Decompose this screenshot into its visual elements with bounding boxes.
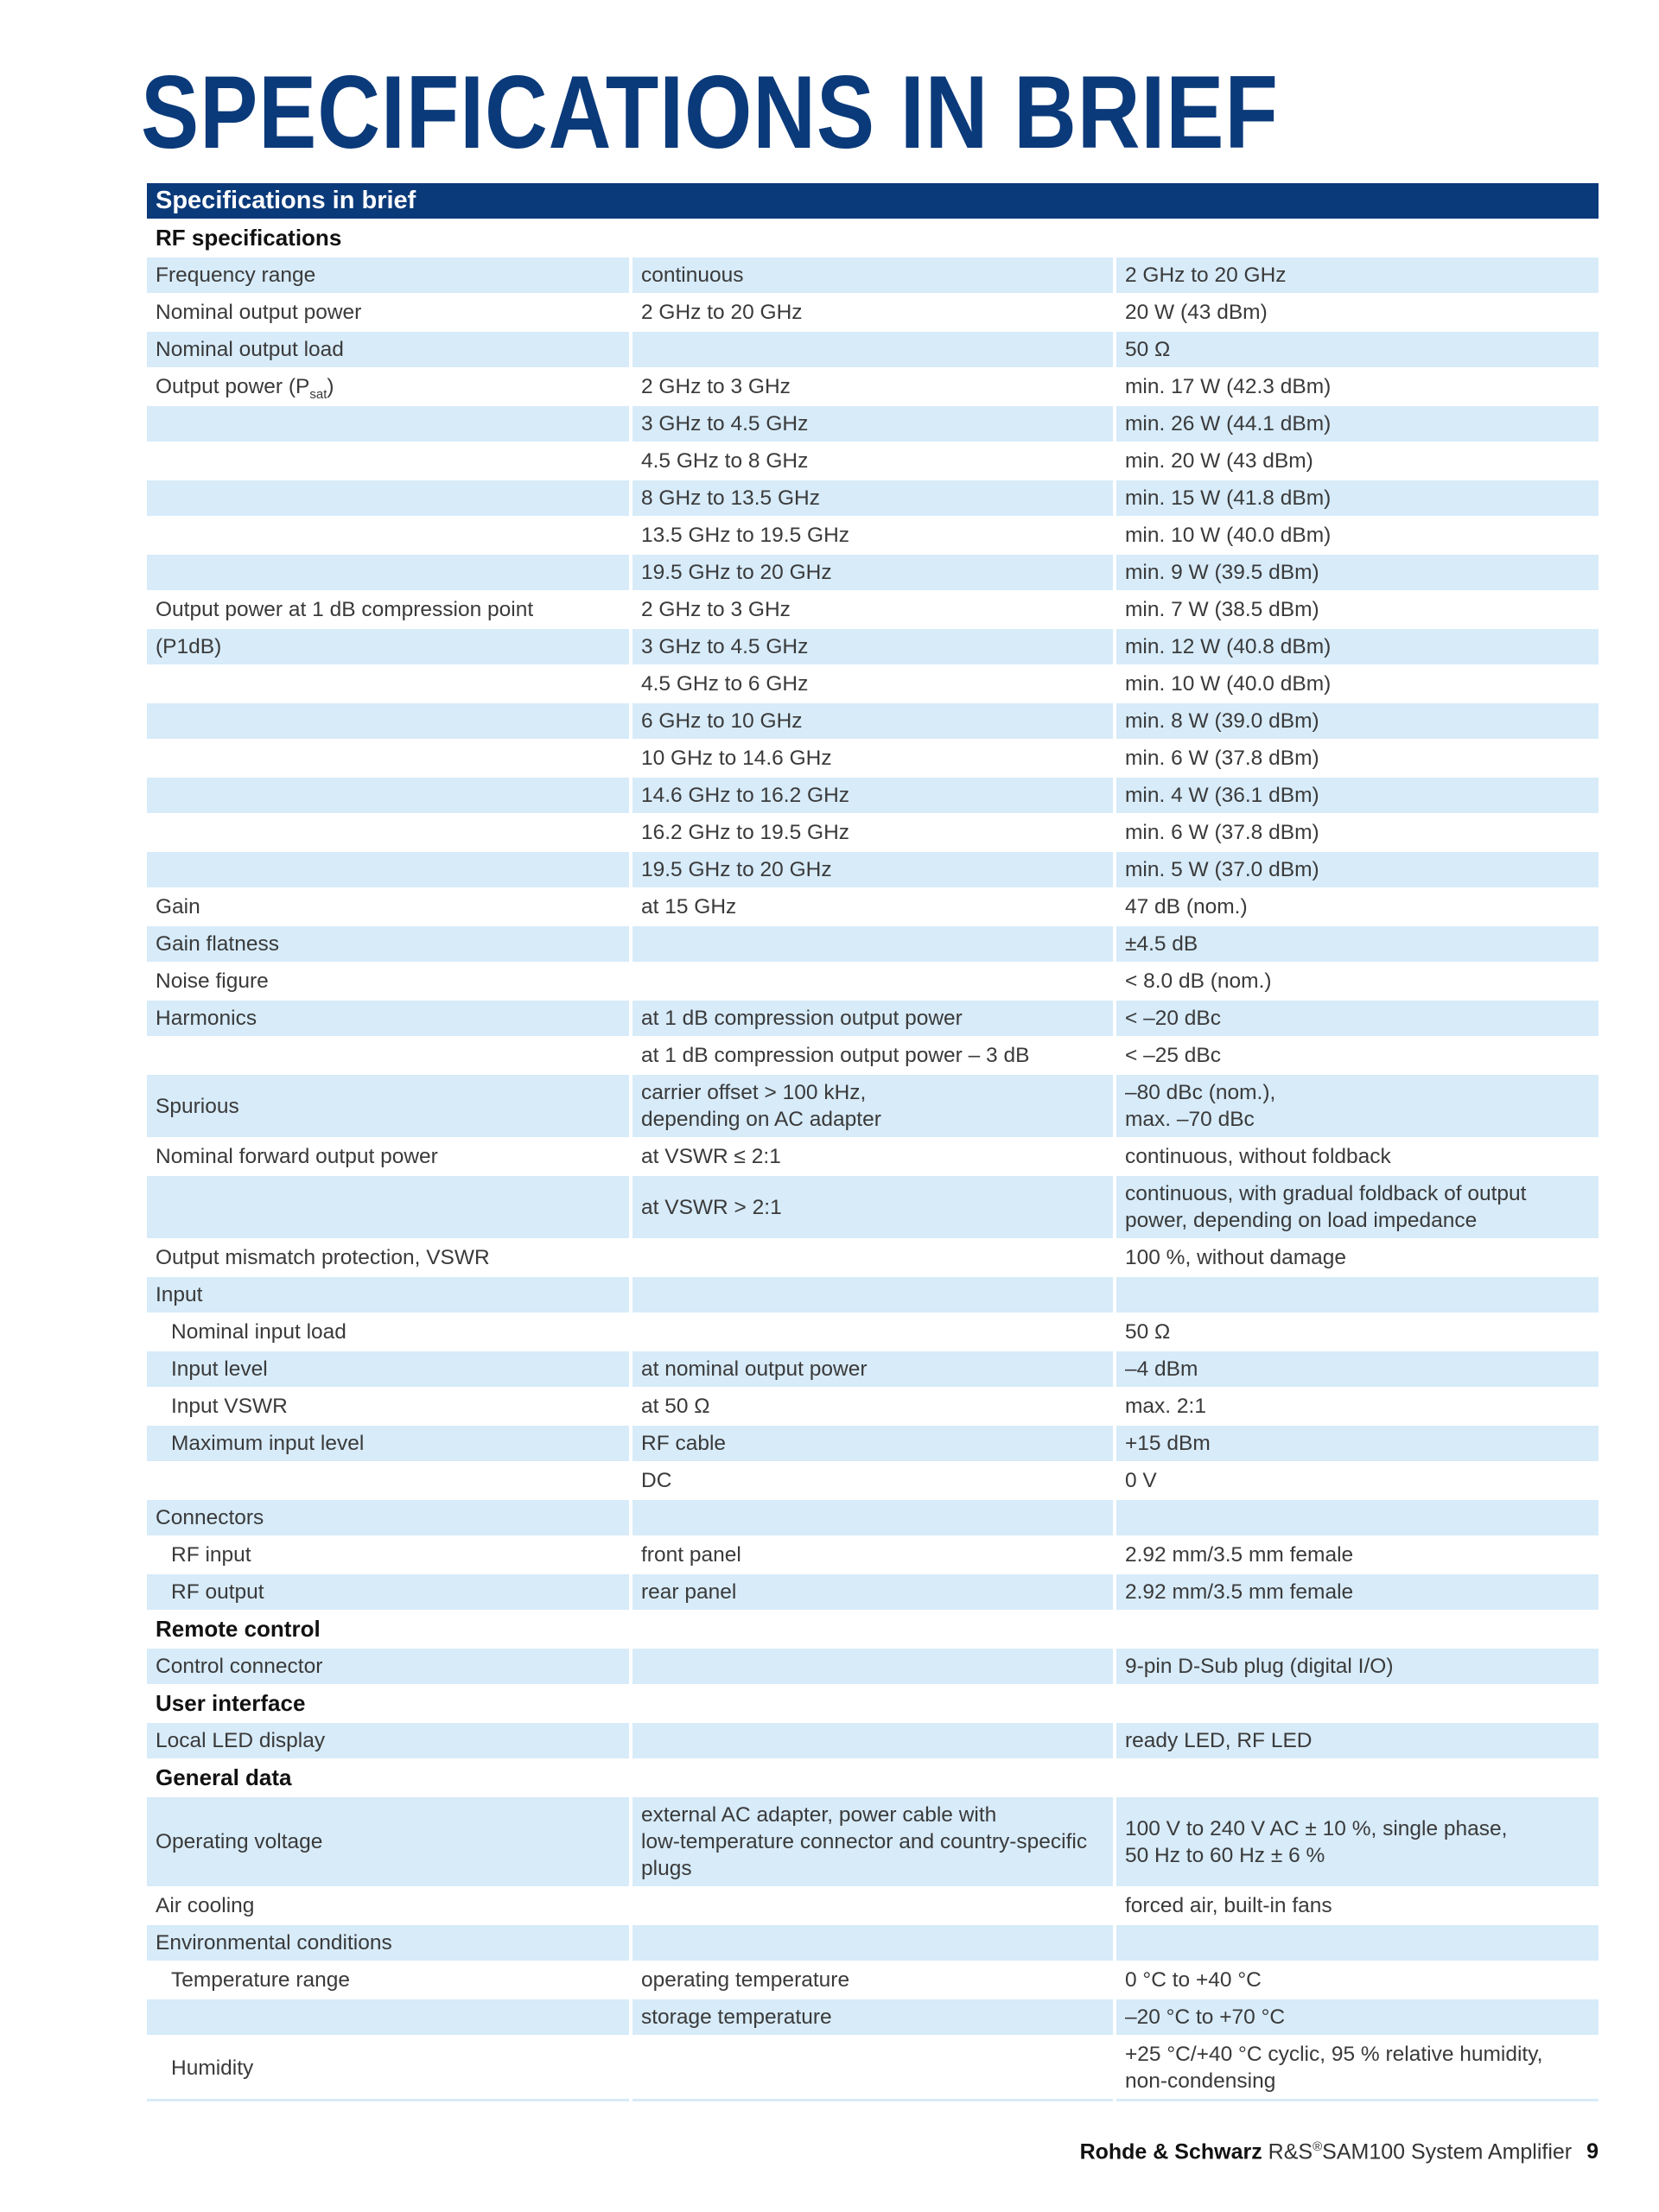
value-cell [1115, 1276, 1599, 1313]
table-row [147, 1000, 1599, 1037]
parameter-cell [147, 1536, 631, 1573]
parameter-cell [147, 1573, 631, 1611]
table-row [147, 554, 1599, 591]
parameter-cell [147, 665, 631, 702]
table-row [147, 702, 1599, 740]
cell-text: Output mismatch protection, VSWR [156, 1246, 490, 1269]
table-row [147, 405, 1599, 442]
cell-text: –20 °C to +70 °C [1125, 2005, 1286, 2029]
condition-cell [631, 1351, 1115, 1388]
cell-text-line: 50 Hz to 60 Hz ± 6 % [1125, 1843, 1325, 1867]
table-row [147, 1313, 1599, 1351]
cell-text: continuous [641, 264, 744, 287]
section-row [147, 1759, 1599, 1796]
cell-text: continuous, with gradual foldback of output [1125, 1182, 1527, 1205]
parameter-cell [147, 740, 631, 777]
cell-text: 0 °C to +40 °C [1125, 1968, 1262, 1992]
table-row [147, 1239, 1599, 1276]
value-cell [1115, 963, 1599, 1000]
cell-text: at VSWR ≤ 2:1 [641, 1145, 781, 1168]
value-cell [1115, 1924, 1599, 1961]
table-row [147, 442, 1599, 480]
cell-text: Humidity [171, 2056, 254, 2080]
parameter-cell [147, 591, 631, 628]
condition-cell [631, 1924, 1115, 1961]
table-header-row [147, 183, 1599, 219]
cell-text: RF cable [641, 1432, 727, 1455]
cell-text: min. 9 W (39.5 dBm) [1125, 561, 1319, 584]
cell-text-line: max. –70 dBc [1125, 1108, 1255, 1131]
condition-cell [631, 1138, 1115, 1175]
cell-text: 19.5 GHz to 20 GHz [641, 561, 832, 584]
value-cell [1115, 628, 1599, 665]
table-header: Specifications in brief [147, 183, 1599, 219]
parameter-cell [147, 1388, 631, 1425]
value-cell [1115, 1961, 1599, 1999]
cell-text: min. 26 W (44.1 dBm) [1125, 412, 1332, 435]
value-cell [1115, 1648, 1599, 1685]
table-row [147, 1138, 1599, 1175]
cell-text-line: plugs [641, 1857, 692, 1880]
cell-text: 4.5 GHz to 8 GHz [641, 449, 809, 473]
condition-cell [631, 888, 1115, 925]
value-cell [1115, 2036, 1599, 2101]
cell-text: Output power (P [156, 375, 310, 398]
cell-text: Noise figure [156, 969, 269, 993]
cell-text: 13.5 GHz to 19.5 GHz [641, 524, 850, 547]
cell-text: Input VSWR [171, 1395, 288, 1418]
cell-text: 100 V to 240 V AC ± 10 %, single phase, [1125, 1816, 1508, 1840]
condition-cell [631, 1000, 1115, 1037]
cell-text: < –25 dBc [1125, 1044, 1222, 1067]
value-cell [1115, 405, 1599, 442]
cell-text: external AC adapter, power cable with [641, 1803, 997, 1827]
table-row [147, 480, 1599, 517]
condition-cell [631, 1722, 1115, 1759]
table-row [147, 1924, 1599, 1961]
table-row [147, 628, 1599, 665]
cell-text: ) [327, 375, 334, 398]
section-title: Remote control [147, 1611, 1599, 1648]
cell-text: < –20 dBc [1125, 1007, 1222, 1030]
cell-text: 3 GHz to 4.5 GHz [641, 412, 809, 435]
cell-text: Temperature range [171, 1968, 351, 1992]
condition-cell [631, 591, 1115, 628]
condition-cell [631, 1573, 1115, 1611]
footer-brand: Rohde & Schwarz [1079, 2139, 1262, 2164]
cell-text: Input level [171, 1357, 268, 1381]
condition-cell [631, 1037, 1115, 1074]
value-cell [1115, 851, 1599, 888]
parameter-cell [147, 442, 631, 480]
condition-cell [631, 628, 1115, 665]
section-title: RF specifications [147, 219, 1599, 257]
condition-cell [631, 480, 1115, 517]
cell-text: Connectors [156, 1506, 264, 1529]
value-cell [1115, 1462, 1599, 1499]
cell-text: max. 2:1 [1125, 1395, 1206, 1418]
table-row [147, 963, 1599, 1000]
parameter-cell [147, 925, 631, 963]
page-title: SPECIFICATIONS IN BRIEF [141, 54, 1279, 170]
cell-text: 8 GHz to 13.5 GHz [641, 486, 820, 510]
cell-text: continuous, without foldback [1125, 1145, 1391, 1168]
parameter-cell [147, 1648, 631, 1685]
parameter-cell [147, 628, 631, 665]
condition-cell [631, 665, 1115, 702]
cell-text: Air cooling [156, 1894, 255, 1917]
value-cell [1115, 1000, 1599, 1037]
condition-cell [631, 1536, 1115, 1573]
table-row [147, 1961, 1599, 1999]
value-cell [1115, 1351, 1599, 1388]
table-row [147, 1175, 1599, 1239]
spec-table [147, 183, 1599, 2101]
value-cell [1115, 1499, 1599, 1536]
cell-text: 6 GHz to 10 GHz [641, 709, 803, 733]
value-cell [1115, 1425, 1599, 1462]
parameter-cell [147, 331, 631, 368]
table-row [147, 368, 1599, 405]
condition-cell [631, 1239, 1115, 1276]
condition-cell [631, 1648, 1115, 1685]
parameter-cell [147, 702, 631, 740]
cell-text: Output power at 1 dB compression point [156, 598, 534, 621]
table-row [147, 851, 1599, 888]
cell-text: carrier offset > 100 kHz, [641, 1081, 867, 1104]
cell-text: min. 6 W (37.8 dBm) [1125, 821, 1319, 844]
condition-cell [631, 1796, 1115, 1887]
cell-text: front panel [641, 1543, 741, 1567]
cell-text-line: power, depending on load impedance [1125, 1209, 1478, 1232]
table-row [147, 1999, 1599, 2036]
value-cell [1115, 1722, 1599, 1759]
cell-text: min. 15 W (41.8 dBm) [1125, 486, 1332, 510]
parameter-cell [147, 1239, 631, 1276]
value-cell [1115, 740, 1599, 777]
cell-text: at VSWR > 2:1 [641, 1195, 782, 1219]
cell-text-line: non-condensing [1125, 2069, 1276, 2093]
cell-text: –4 dBm [1125, 1357, 1198, 1381]
value-cell [1115, 1175, 1599, 1239]
parameter-cell [147, 1499, 631, 1536]
table-row [147, 925, 1599, 963]
table-row [147, 1796, 1599, 1887]
cell-text: forced air, built-in fans [1125, 1894, 1332, 1917]
value-cell [1115, 1239, 1599, 1276]
value-cell [1115, 480, 1599, 517]
section-title: General data [147, 1759, 1599, 1796]
parameter-cell [147, 1462, 631, 1499]
condition-cell [631, 517, 1115, 554]
condition-cell [631, 405, 1115, 442]
cell-text: at 1 dB compression output power – 3 dB [641, 1044, 1030, 1067]
parameter-cell [147, 851, 631, 888]
condition-cell [631, 1499, 1115, 1536]
value-cell [1115, 1313, 1599, 1351]
parameter-cell [147, 1722, 631, 1759]
condition-cell [631, 442, 1115, 480]
parameter-cell [147, 257, 631, 294]
cell-text: –80 dBc (nom.), [1125, 1081, 1276, 1104]
condition-cell [631, 963, 1115, 1000]
parameter-cell [147, 1074, 631, 1138]
cell-text: DC [641, 1469, 672, 1492]
cell-text: ±4.5 dB [1125, 932, 1198, 956]
table-row [147, 1462, 1599, 1499]
value-cell [1115, 888, 1599, 925]
cell-text: min. 10 W (40.0 dBm) [1125, 524, 1332, 547]
cell-subscript: sat [309, 386, 327, 402]
cell-text: Harmonics [156, 1007, 257, 1030]
cell-text: operating temperature [641, 1968, 850, 1992]
parameter-cell [147, 1999, 631, 2036]
cell-text: 47 dB (nom.) [1125, 895, 1248, 918]
cell-text: Input [156, 1283, 203, 1306]
value-cell [1115, 665, 1599, 702]
cell-text: RF output [171, 1580, 264, 1604]
cell-text: 2 GHz to 3 GHz [641, 375, 791, 398]
value-cell [1115, 442, 1599, 480]
table-row [147, 1351, 1599, 1388]
value-cell [1115, 702, 1599, 740]
cell-text: rear panel [641, 1580, 737, 1604]
cell-text: 100 %, without damage [1125, 1246, 1347, 1269]
table-row [147, 665, 1599, 702]
section-row [147, 219, 1599, 257]
parameter-cell [147, 1138, 631, 1175]
cell-text: Spurious [156, 1094, 239, 1118]
condition-cell [631, 1887, 1115, 1924]
condition-cell [631, 1388, 1115, 1425]
parameter-cell [147, 888, 631, 925]
table-row [147, 1887, 1599, 1924]
table-row [147, 1648, 1599, 1685]
cell-text: Nominal output load [156, 338, 344, 361]
parameter-cell [147, 1351, 631, 1388]
cell-text: min. 12 W (40.8 dBm) [1125, 635, 1332, 658]
cell-text: 20 W (43 dBm) [1125, 301, 1268, 324]
cell-text: 2.92 mm/3.5 mm female [1125, 1580, 1354, 1604]
value-cell [1115, 1037, 1599, 1074]
condition-cell [631, 1074, 1115, 1138]
cell-text: 2 GHz to 20 GHz [1125, 264, 1287, 287]
table-row [147, 740, 1599, 777]
cell-text: min. 5 W (37.0 dBm) [1125, 858, 1319, 881]
value-cell [1115, 1573, 1599, 1611]
cell-text: Nominal output power [156, 301, 362, 324]
parameter-cell [147, 368, 631, 405]
parameter-cell [147, 1887, 631, 1924]
cell-text: 2.92 mm/3.5 mm female [1125, 1543, 1354, 1567]
table-row [147, 1722, 1599, 1759]
cell-text: +15 dBm [1125, 1432, 1211, 1455]
cell-text: 16.2 GHz to 19.5 GHz [641, 821, 850, 844]
value-cell [1115, 1388, 1599, 1425]
condition-cell [631, 554, 1115, 591]
cell-text: storage temperature [641, 2005, 832, 2029]
condition-cell [631, 777, 1115, 814]
value-cell [1115, 517, 1599, 554]
cell-text: 0 V [1125, 1469, 1157, 1492]
cell-text: 19.5 GHz to 20 GHz [641, 858, 832, 881]
parameter-cell [147, 1961, 631, 1999]
parameter-cell [147, 517, 631, 554]
value-cell [1115, 1138, 1599, 1175]
value-cell [1115, 814, 1599, 851]
value-cell [1115, 1999, 1599, 2036]
table-row [147, 517, 1599, 554]
condition-cell [631, 1999, 1115, 2036]
cell-text: 14.6 GHz to 16.2 GHz [641, 784, 850, 807]
parameter-cell [147, 1425, 631, 1462]
table-row [147, 1425, 1599, 1462]
cell-text: Maximum input level [171, 1432, 365, 1455]
table-row [147, 777, 1599, 814]
cell-text: 2 GHz to 20 GHz [641, 301, 803, 324]
parameter-cell [147, 963, 631, 1000]
cell-text: 4.5 GHz to 6 GHz [641, 672, 809, 696]
cell-text: 9-pin D-Sub plug (digital I/O) [1125, 1655, 1394, 1678]
value-cell [1115, 331, 1599, 368]
cell-text: Operating voltage [156, 1830, 323, 1853]
condition-cell [631, 740, 1115, 777]
table-row [147, 1276, 1599, 1313]
condition-cell [631, 814, 1115, 851]
page-footer [1080, 2139, 1599, 2164]
condition-cell [631, 1313, 1115, 1351]
page-number: 9 [1586, 2139, 1599, 2164]
parameter-cell [147, 1276, 631, 1313]
table-row [147, 2036, 1599, 2101]
cell-text: 2 GHz to 3 GHz [641, 598, 791, 621]
table-row [147, 814, 1599, 851]
cell-text: ready LED, RF LED [1125, 1729, 1313, 1752]
condition-cell [631, 2036, 1115, 2101]
table-row [147, 1388, 1599, 1425]
condition-cell [631, 1175, 1115, 1239]
parameter-cell [147, 1924, 631, 1961]
cell-text: at 15 GHz [641, 895, 737, 918]
cell-text: at 50 Ω [641, 1395, 710, 1418]
parameter-cell [147, 405, 631, 442]
condition-cell [631, 925, 1115, 963]
cell-text: Control connector [156, 1655, 323, 1678]
table-row [147, 591, 1599, 628]
value-cell [1115, 368, 1599, 405]
value-cell [1115, 1887, 1599, 1924]
cell-text: < 8.0 dB (nom.) [1125, 969, 1272, 993]
cell-text: +25 °C/+40 °C cyclic, 95 % relative humidity, [1125, 2043, 1543, 2066]
parameter-cell [147, 1313, 631, 1351]
parameter-cell [147, 777, 631, 814]
parameter-cell [147, 1000, 631, 1037]
value-cell [1115, 1796, 1599, 1887]
footer-product-prefix: R&S [1268, 2139, 1313, 2164]
footer-registered-mark: ® [1313, 2139, 1323, 2154]
parameter-cell [147, 1796, 631, 1887]
cell-text: min. 6 W (37.8 dBm) [1125, 747, 1319, 770]
table-row [147, 1074, 1599, 1138]
parameter-cell [147, 2036, 631, 2101]
parameter-cell [147, 554, 631, 591]
table-row [147, 257, 1599, 294]
condition-cell [631, 368, 1115, 405]
section-title: User interface [147, 1685, 1599, 1722]
cell-text: min. 17 W (42.3 dBm) [1125, 375, 1332, 398]
table-row [147, 1573, 1599, 1611]
table-row [147, 1037, 1599, 1074]
condition-cell [631, 331, 1115, 368]
parameter-cell [147, 1037, 631, 1074]
cell-text: min. 8 W (39.0 dBm) [1125, 709, 1319, 733]
cell-text: Local LED display [156, 1729, 326, 1752]
cell-text: min. 20 W (43 dBm) [1125, 449, 1313, 473]
cell-text: min. 7 W (38.5 dBm) [1125, 598, 1319, 621]
condition-cell [631, 294, 1115, 331]
cell-text: Nominal input load [171, 1320, 346, 1344]
parameter-cell [147, 480, 631, 517]
condition-cell [631, 1462, 1115, 1499]
parameter-cell [147, 814, 631, 851]
value-cell [1115, 257, 1599, 294]
cell-text: min. 4 W (36.1 dBm) [1125, 784, 1319, 807]
condition-cell [631, 1961, 1115, 1999]
cell-text: (P1dB) [156, 635, 222, 658]
value-cell [1115, 554, 1599, 591]
value-cell [1115, 294, 1599, 331]
parameter-cell [147, 1175, 631, 1239]
value-cell [1115, 1074, 1599, 1138]
cell-text: 10 GHz to 14.6 GHz [641, 747, 832, 770]
cell-text-line: depending on AC adapter [641, 1108, 881, 1131]
condition-cell [631, 1276, 1115, 1313]
section-row [147, 1611, 1599, 1648]
condition-cell [631, 1425, 1115, 1462]
condition-cell [631, 257, 1115, 294]
table-row [147, 888, 1599, 925]
spec-table-body [147, 219, 1599, 2101]
condition-cell [631, 702, 1115, 740]
table-row [147, 1499, 1599, 1536]
cell-text: Gain [156, 895, 200, 918]
cell-text: Frequency range [156, 264, 316, 287]
cell-text: at nominal output power [641, 1357, 868, 1381]
cell-text: 3 GHz to 4.5 GHz [641, 635, 809, 658]
table-row [147, 331, 1599, 368]
value-cell [1115, 777, 1599, 814]
parameter-cell [147, 294, 631, 331]
cell-text: at 1 dB compression output power [641, 1007, 963, 1030]
condition-cell [631, 851, 1115, 888]
cell-text: RF input [171, 1543, 251, 1567]
cell-text: Gain flatness [156, 932, 279, 956]
value-cell [1115, 591, 1599, 628]
cell-text: min. 10 W (40.0 dBm) [1125, 672, 1332, 696]
cell-text: Nominal forward output power [156, 1145, 438, 1168]
table-row [147, 294, 1599, 331]
cell-text: 50 Ω [1125, 338, 1171, 361]
footer-product: SAM100 System Amplifier [1322, 2139, 1573, 2164]
section-row [147, 1685, 1599, 1722]
cell-text: 50 Ω [1125, 1320, 1171, 1344]
value-cell [1115, 925, 1599, 963]
cell-text-line: low-temperature connector and country-specific [641, 1830, 1088, 1853]
value-cell [1115, 1536, 1599, 1573]
table-row [147, 1536, 1599, 1573]
cell-text: Environmental conditions [156, 1931, 392, 1955]
